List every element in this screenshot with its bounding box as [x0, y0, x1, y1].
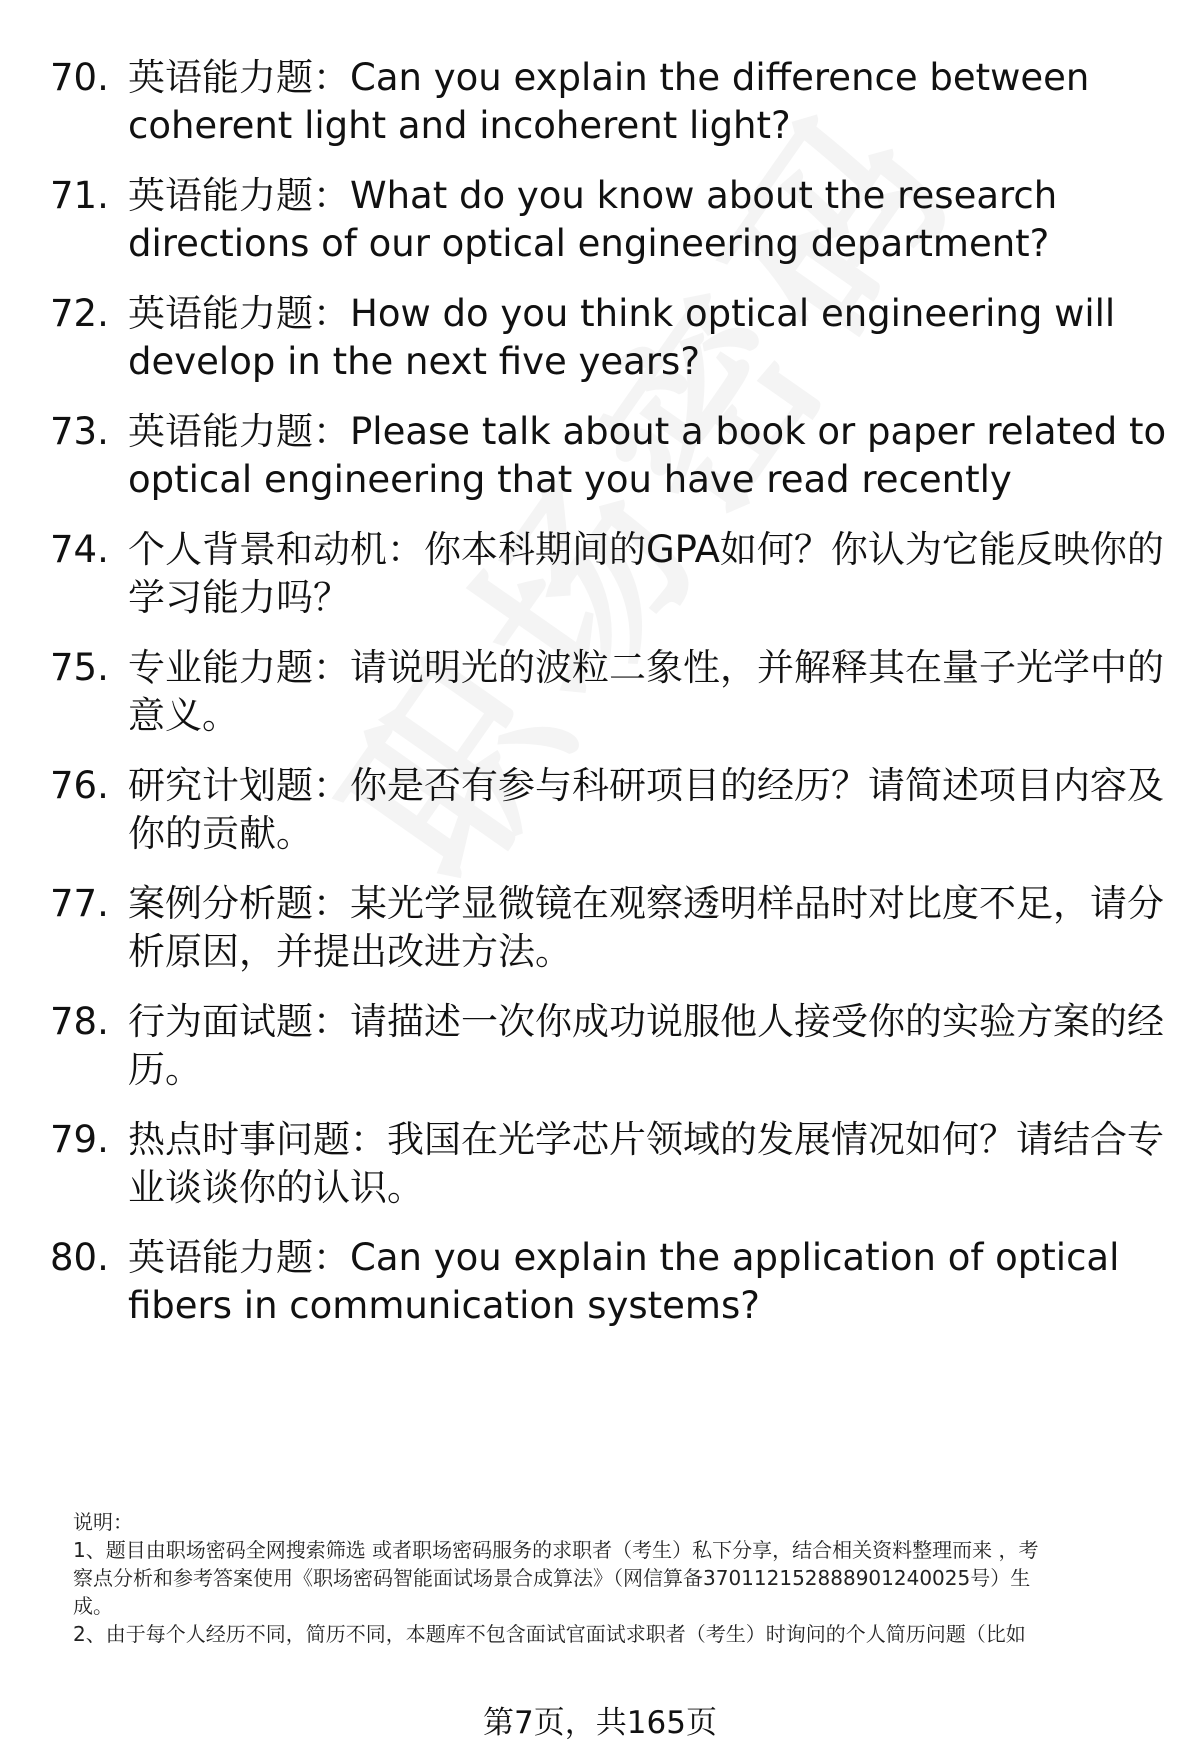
- question-text: 案例分析题：某光学显微镜在观察透明样品时对比度不足，请分 析原因，并提出改进方法。: [128, 882, 1164, 973]
- notes-section: [73, 1508, 1153, 1648]
- notes-heading: 说明：: [73, 1510, 133, 1534]
- question-text: 研究计划题：你是否有参与科研项目的经历？请简述项目内容及 你的贡献。: [128, 764, 1164, 855]
- page-number: 第7页，共165页: [483, 1705, 717, 1741]
- question-text: 英语能力题：Can you explain the application of optical fibers in communication systems?: [128, 1236, 1120, 1327]
- question-text: 英语能力题：What do you know about the research directions of our optical engineering department?: [128, 174, 1058, 265]
- notes-item-1: 1、题目由职场密码全网搜索筛选 或者职场密码服务的求职者（考生）私下分享，结合相关资料整理而来 ，考 察点分析和参考答案使用《职场密码智能面试场景合成算法》（网信算备370112152888901240025号）生 成。: [73, 1538, 1039, 1618]
- question-number: 73.: [50, 410, 109, 453]
- question-text: 英语能力题：Can you explain the difference between coherent light and incoherent light?: [128, 56, 1090, 147]
- question-number: 71.: [50, 174, 109, 217]
- question-number: 74.: [50, 528, 109, 571]
- question-text: 热点时事问题：我国在光学芯片领域的发展情况如何？请结合专 业谈谈你的认识。: [128, 1118, 1164, 1209]
- question-number: 72.: [50, 292, 109, 335]
- question-number: 79.: [50, 1118, 109, 1161]
- question-number: 77.: [50, 882, 109, 925]
- question-number: 75.: [50, 646, 109, 689]
- question-text: 英语能力题：Please talk about a book or paper related to optical engineering that you have read recently: [128, 410, 1167, 501]
- question-text: 英语能力题：How do you think optical engineering will develop in the next five years?: [128, 292, 1116, 383]
- notes-item-2: 2、由于每个人经历不同，简历不同，本题库不包含面试官面试求职者（考生）时询问的个人简历问题（比如: [73, 1622, 1026, 1646]
- question-text: 专业能力题：请说明光的波粒二象性，并解释其在量子光学中的 意义。: [128, 646, 1164, 737]
- question-number: 78.: [50, 1000, 109, 1043]
- question-text: 行为面试题：请描述一次你成功说服他人接受你的实验方案的经 历。: [128, 1000, 1164, 1091]
- question-number: 80.: [50, 1236, 109, 1279]
- question-text: 个人背景和动机：你本科期间的GPA如何？你认为它能反映你的 学习能力吗？: [128, 528, 1164, 619]
- question-number: 76.: [50, 764, 109, 807]
- question-number: 70.: [50, 56, 109, 99]
